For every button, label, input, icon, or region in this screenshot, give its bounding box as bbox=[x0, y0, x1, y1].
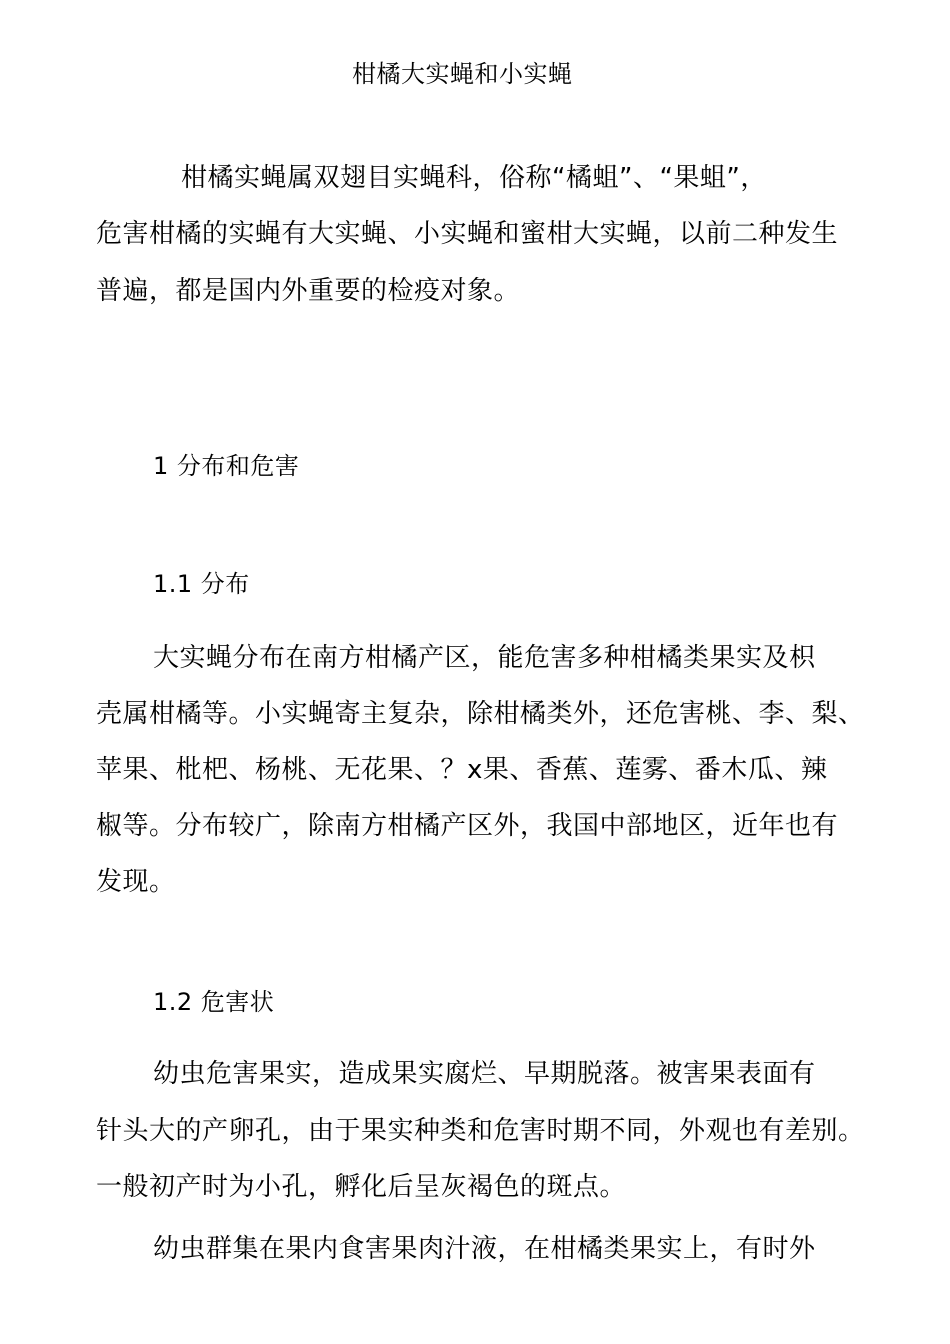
document-title: 柑橘大实蝇和小实蝇 bbox=[352, 60, 573, 88]
section-heading-1: 1 分布和危害 bbox=[153, 452, 300, 480]
damage-line-1: 幼虫危害果实，造成果实腐烂、早期脱落。被害果表面有 bbox=[153, 1059, 816, 1089]
distribution-line-4: 椒等。分布较广，除南方柑橘产区外，我国中部地区，近年也有 bbox=[96, 811, 839, 841]
damage-line-4: 幼虫群集在果内食害果肉汁液，在柑橘类果实上，有时外 bbox=[153, 1234, 816, 1264]
distribution-line-3: 苹果、枇杷、杨桃、无花果、？x果、香蕉、莲雾、番木瓜、辣 bbox=[96, 755, 828, 785]
distribution-line-5: 发现。 bbox=[96, 867, 176, 897]
damage-line-3: 一般初产时为小孔，孵化后呈灰褐色的斑点。 bbox=[96, 1172, 627, 1202]
intro-line-1: 柑橘实蝇属双翅目实蝇科，俗称“橘蛆”、“果蛆”， bbox=[181, 163, 767, 193]
distribution-line-2: 壳属柑橘等。小实蝇寄主复杂，除柑橘类外，还危害桃、李、梨、 bbox=[96, 699, 865, 729]
section-heading-1-2: 1.2 危害状 bbox=[153, 988, 275, 1016]
section-heading-1-1: 1.1 分布 bbox=[153, 570, 250, 598]
damage-line-2: 针头大的产卵孔，由于果实种类和危害时期不同，外观也有差别。 bbox=[96, 1116, 865, 1146]
intro-line-2: 危害柑橘的实蝇有大实蝇、小实蝇和蜜柑大实蝇，以前二种发生 bbox=[96, 219, 839, 249]
distribution-line-1: 大实蝇分布在南方柑橘产区，能危害多种柑橘类果实及枳 bbox=[153, 643, 816, 673]
intro-line-3: 普遍，都是国内外重要的检疫对象。 bbox=[96, 276, 521, 306]
